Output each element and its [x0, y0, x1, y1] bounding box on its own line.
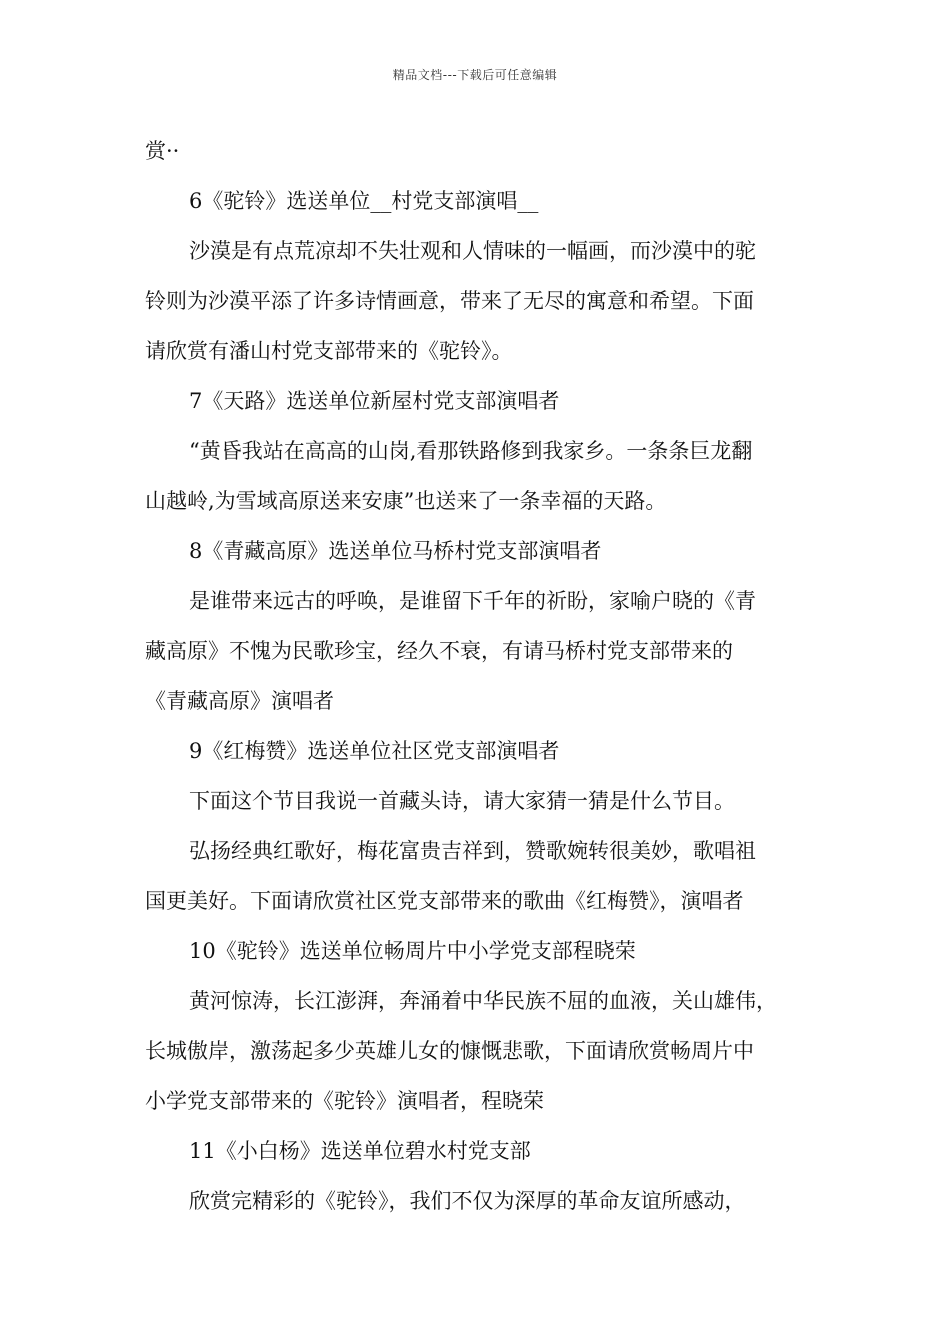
program-title: 8《青藏高原》选送单位马桥村党支部演唱者 — [189, 539, 602, 563]
text-line: 弘扬经典红歌好，梅花富贵吉祥到，赞歌婉转很美妙，歌唱祖 — [189, 839, 756, 863]
program-title: 10《驼铃》选送单位畅周片中小学党支部程晓荣 — [189, 939, 636, 963]
text-line: 山越岭,为雪域高原送来安康”也送来了一条幸福的天路。 — [145, 489, 667, 513]
text-line: 是谁带来远古的呼唤，是谁留下千年的祈盼，家喻户晓的《青 — [189, 589, 756, 613]
text-line: 铃则为沙漠平添了许多诗情画意，带来了无尽的寓意和希望。下面 — [145, 289, 754, 313]
text-line: 小学党支部带来的《驼铃》演唱者，程晓荣 — [145, 1089, 544, 1113]
program-title: 11《小白杨》选送单位碧水村党支部 — [189, 1139, 531, 1163]
program-title: 7《天路》选送单位新屋村党支部演唱者 — [189, 389, 560, 413]
text-line: 黄河惊涛，长江澎湃，奔涌着中华民族不屈的血液，关山雄伟， — [189, 989, 777, 1013]
page-header: 精品文档---下载后可任意编辑 — [392, 68, 558, 82]
text-line: 国更美好。下面请欣赏社区党支部带来的歌曲《红梅赞》，演唱者 — [145, 889, 744, 913]
text-line: 长城傲岸，激荡起多少英雄儿女的慷慨悲歌，下面请欣赏畅周片中 — [145, 1039, 754, 1063]
text-line: 请欣赏有潘山村党支部带来的《驼铃》。 — [145, 339, 513, 363]
text-line: 赏·· — [145, 139, 180, 163]
text-line: 欣赏完精彩的《驼铃》，我们不仅为深厚的革命友谊所感动， — [189, 1189, 746, 1213]
text-line: 沙漠是有点荒凉却不失壮观和人情味的一幅画，而沙漠中的驼 — [189, 239, 756, 263]
program-title: 9《红梅赞》选送单位社区党支部演唱者 — [189, 739, 560, 763]
document-body — [145, 126, 815, 1226]
text-line: 《青藏高原》演唱者 — [145, 689, 334, 713]
text-line: 藏高原》不愧为民歌珍宝，经久不衰，有请马桥村党支部带来的 — [145, 639, 733, 663]
text-line: “黄昏我站在高高的山岗,看那铁路修到我家乡。一条条巨龙翻 — [189, 439, 753, 463]
program-title: 6《驼铃》选送单位__村党支部演唱__ — [189, 189, 539, 213]
text-line: 下面这个节目我说一首藏头诗，请大家猜一猜是什么节目。 — [189, 789, 735, 813]
